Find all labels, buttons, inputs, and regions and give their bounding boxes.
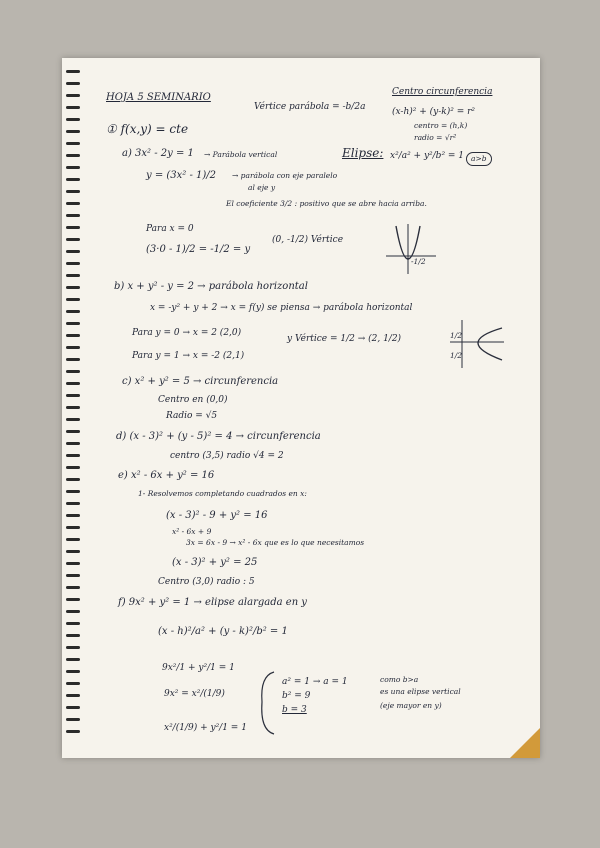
part-a-axis: → parábola con eje paralelo (232, 171, 338, 180)
page-title: HOJA 5 SEMINARIO (106, 92, 211, 103)
spiral-ring (66, 442, 80, 445)
spiral-ring (66, 118, 80, 121)
ellipse-label: Elipse: (342, 146, 384, 160)
spiral-ring (66, 634, 80, 637)
spiral-ring (66, 334, 80, 337)
part-f-conclusion-3: (eje mayor en y) (380, 701, 442, 710)
spiral-ring (66, 646, 80, 649)
part-e-note-1: x² - 6x + 9 (172, 527, 212, 536)
ellipse-equation: x²/a² + y²/b² = 1 (390, 151, 465, 161)
spiral-ring (66, 382, 80, 385)
spiral-ring (66, 682, 80, 685)
spiral-ring (66, 406, 80, 409)
spiral-ring (66, 226, 80, 229)
circle-radius-formula: radio = √r² (414, 133, 457, 142)
part-b-point-2: Para y = 1 → x = -2 (2,1) (132, 351, 245, 361)
part-b-point-1: Para y = 0 → x = 2 (2,0) (132, 328, 242, 338)
spiral-ring (66, 190, 80, 193)
spiral-ring (66, 694, 80, 697)
parabola-sideways-label-bottom: 1/2 (450, 351, 463, 360)
spiral-ring (66, 622, 80, 625)
spiral-ring (66, 214, 80, 217)
circle-header: Centro circunferencia (392, 87, 493, 97)
part-e-result: (x - 3)² + y² = 25 (172, 557, 258, 568)
part-b-equation: b) x + y² - y = 2 → parábola horizontal (114, 281, 308, 292)
spiral-ring (66, 502, 80, 505)
spiral-ring (66, 142, 80, 145)
spiral-ring (66, 322, 80, 325)
parabola-sideways-label-top: 1/2 (450, 331, 463, 340)
part-d-detail: centro (3,5) radio √4 = 2 (170, 451, 284, 461)
spiral-ring (66, 574, 80, 577)
part-b-vertex: y Vértice = 1/2 → (2, 1/2) (287, 334, 402, 344)
spiral-ring (66, 538, 80, 541)
part-e-note-2: 3x = 6x - 9 → x² - 6x que es lo que necesitamos (186, 538, 365, 547)
part-f-b-value: b = 3 (282, 705, 307, 715)
spiral-ring (66, 478, 80, 481)
spiral-ring (66, 466, 80, 469)
part-f-equation: f) 9x² + y² = 1 → elipse alargada en y (118, 597, 307, 608)
part-a-type: → Parábola vertical (204, 150, 278, 159)
parabola-up-sketch (380, 222, 440, 276)
part-e-square: (x - 3)² - 9 + y² = 16 (166, 510, 268, 521)
part-e-equation: e) x² - 6x + y² = 16 (118, 470, 215, 481)
part-a-axis-continued: al eje y (248, 183, 276, 192)
spiral-ring (66, 586, 80, 589)
spiral-ring (66, 610, 80, 613)
spiral-ring (66, 298, 80, 301)
spiral-ring (66, 394, 80, 397)
spiral-ring (66, 358, 80, 361)
spiral-ring (66, 70, 80, 73)
part-a-vertex: (0, -1/2) Vértice (272, 235, 344, 245)
spiral-ring (66, 718, 80, 721)
spiral-ring (66, 562, 80, 565)
circle-center-formula: centro = (h,k) (414, 121, 468, 130)
part-c-center: Centro en (0,0) (158, 395, 228, 405)
spiral-ring (66, 550, 80, 553)
spiral-ring (66, 166, 80, 169)
spiral-ring (66, 310, 80, 313)
spiral-ring (66, 346, 80, 349)
part-f-conclusion-1: como b>a (380, 675, 419, 684)
part-f-conclusion-2: es una elipse vertical (380, 687, 461, 696)
parabola-sideways-sketch (446, 318, 506, 372)
spiral-ring (66, 154, 80, 157)
spiral-ring (66, 370, 80, 373)
part-a-para: Para x = 0 (146, 224, 194, 234)
spiral-ring (66, 94, 80, 97)
spiral-ring (66, 178, 80, 181)
spiral-ring (66, 130, 80, 133)
parabola-up-vertex-label: -1/2 (411, 257, 426, 266)
vertex-formula: Vértice parábola = -b/2a (254, 102, 366, 112)
part-e-step: 1- Resolvemos completando cuadrados en x: (138, 489, 307, 498)
spiral-ring (66, 598, 80, 601)
part-f-general-form: (x - h)²/a² + (y - k)²/b² = 1 (158, 626, 288, 637)
part-b-solved: x = -y² + y + 2 → x = f(y) se piensa → parábola horizontal (150, 303, 413, 313)
part-a-coefficient-note: El coeficiente 3/2 : positivo que se abre hacia arriba. (226, 199, 427, 208)
spiral-ring (66, 658, 80, 661)
spiral-ring (66, 430, 80, 433)
spiral-ring (66, 730, 80, 733)
ellipse-note: a>b (466, 152, 492, 166)
part-f-step-1: 9x²/1 + y²/1 = 1 (162, 663, 235, 673)
exercise-1-heading: ① f(x,y) = cte (106, 122, 189, 136)
part-f-b-squared: b² = 9 (282, 691, 311, 701)
spiral-ring (66, 490, 80, 493)
part-f-step-3: x²/(1/9) + y²/1 = 1 (164, 723, 247, 733)
circle-equation: (x-h)² + (y-k)² = r² (392, 107, 476, 117)
spiral-ring (66, 418, 80, 421)
part-a-equation: a) 3x² - 2y = 1 (122, 148, 194, 159)
spiral-ring (66, 454, 80, 457)
part-c-equation: c) x² + y² = 5 → circunferencia (122, 376, 279, 387)
spiral-ring (66, 670, 80, 673)
spiral-ring (66, 514, 80, 517)
part-f-step-2: 9x² = x²/(1/9) (164, 689, 225, 699)
spiral-ring (66, 706, 80, 709)
spiral-ring (66, 82, 80, 85)
brace-mark (254, 670, 278, 736)
part-d-equation: d) (x - 3)² + (y - 5)² = 4 → circunferencia (116, 431, 321, 442)
part-f-a-value: a² = 1 → a = 1 (282, 677, 348, 687)
spiral-ring (66, 250, 80, 253)
spiral-binding (62, 70, 82, 750)
part-e-center-radius: Centro (3,0) radio : 5 (158, 577, 255, 587)
part-a-solved: y = (3x² - 1)/2 (146, 170, 217, 181)
part-a-calculation: (3·0 - 1)/2 = -1/2 = y (146, 244, 251, 255)
spiral-ring (66, 262, 80, 265)
spiral-ring (66, 286, 80, 289)
spiral-ring (66, 238, 80, 241)
spiral-ring (66, 274, 80, 277)
spiral-ring (66, 202, 80, 205)
spiral-ring (66, 106, 80, 109)
part-c-radius: Radio = √5 (166, 411, 218, 421)
spiral-ring (66, 526, 80, 529)
